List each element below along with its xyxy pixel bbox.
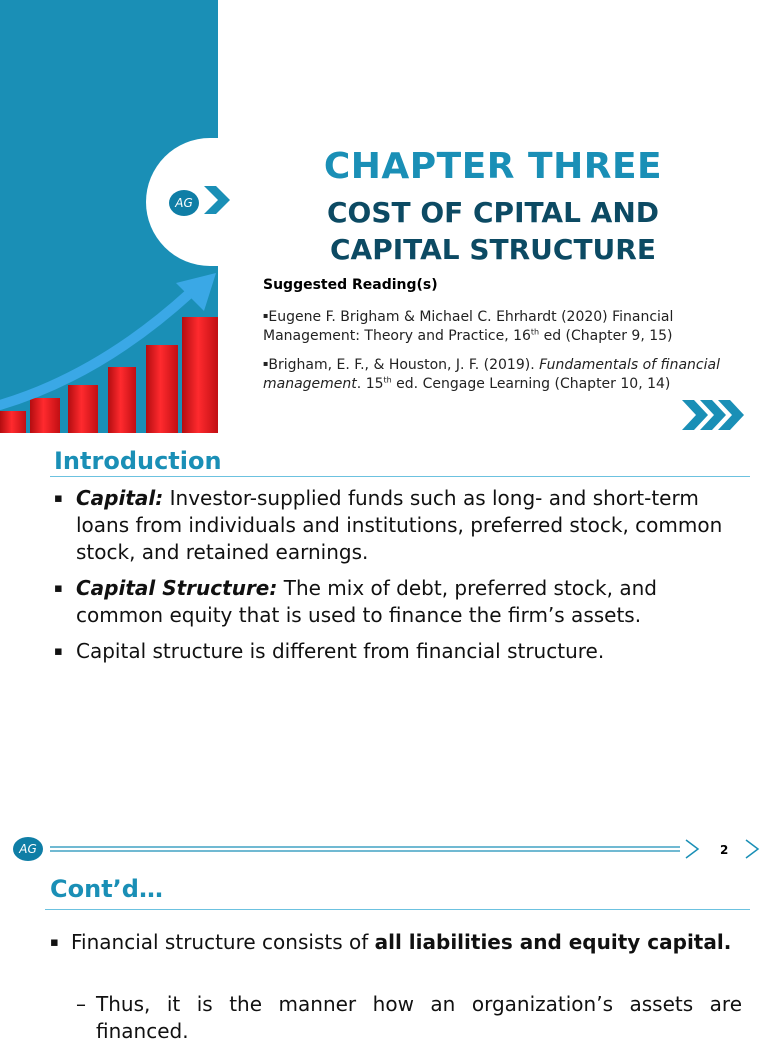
- bullet-marker: ▪: [54, 491, 63, 506]
- bullet-marker: ▪: [50, 935, 59, 950]
- chapter-title: CHAPTER THREE: [323, 146, 663, 187]
- title-divider: [45, 909, 750, 910]
- footer-arrow-line: [0, 831, 705, 861]
- bullet-capital: ▪ Capital: Investor-supplied funds such as long- and short-term loans from individuals and institutions, preferred stock, common stock, and retained earnings.: [54, 486, 723, 564]
- contd-slide: [0, 865, 768, 1043]
- slide-title: Cont’d…: [50, 875, 163, 903]
- introduction-slide: [0, 433, 768, 865]
- ag-logo: AG: [169, 190, 199, 216]
- bullet-financial-structure: ▪ Financial structure consists of all liabilities and equity capital.: [50, 930, 732, 954]
- growth-bar-chart-graphic: [0, 265, 218, 433]
- title-divider: [50, 476, 750, 477]
- bullet-marker: ▪: [54, 581, 63, 596]
- page-number: 2: [720, 843, 729, 857]
- title-slide: [0, 0, 768, 433]
- bullet-capital-vs-financial: ▪ Capital structure is different from financial structure.: [54, 639, 605, 663]
- chapter-subtitle-line1: COST OF CPITAL AND: [326, 196, 660, 229]
- suggested-readings-heading: Suggested Reading(s): [263, 277, 438, 293]
- sub-bullet-marker: –: [76, 992, 86, 1016]
- slide-title: Introduction: [54, 447, 222, 475]
- bullet-capital-structure: ▪ Capital Structure: The mix of debt, preferred stock, and common equity that is used to finance the firm’s assets.: [54, 576, 657, 627]
- triple-chevron-icon: [680, 398, 750, 432]
- chevron-right-icon: [742, 838, 762, 860]
- chapter-subtitle-line2: CAPITAL STRUCTURE: [330, 233, 656, 266]
- reading-reference-1: ▪Eugene F. Brigham & Michael C. Ehrhardt (2020) Financial Management: Theory and Practice, 16th ed (Chapter 9, 15): [263, 309, 674, 344]
- reading-reference-2: ▪Brigham, E. F., & Houston, J. F. (2019). Fundamentals of financial management. 15th ed. Cengage Learning (Chapter 10, 14): [263, 357, 720, 392]
- ag-logo: AG: [13, 837, 43, 861]
- bullet-marker: ▪: [54, 644, 63, 659]
- sub-bullet-financing: – Thus, it is the manner how an organization’s assets are financed.: [76, 992, 742, 1043]
